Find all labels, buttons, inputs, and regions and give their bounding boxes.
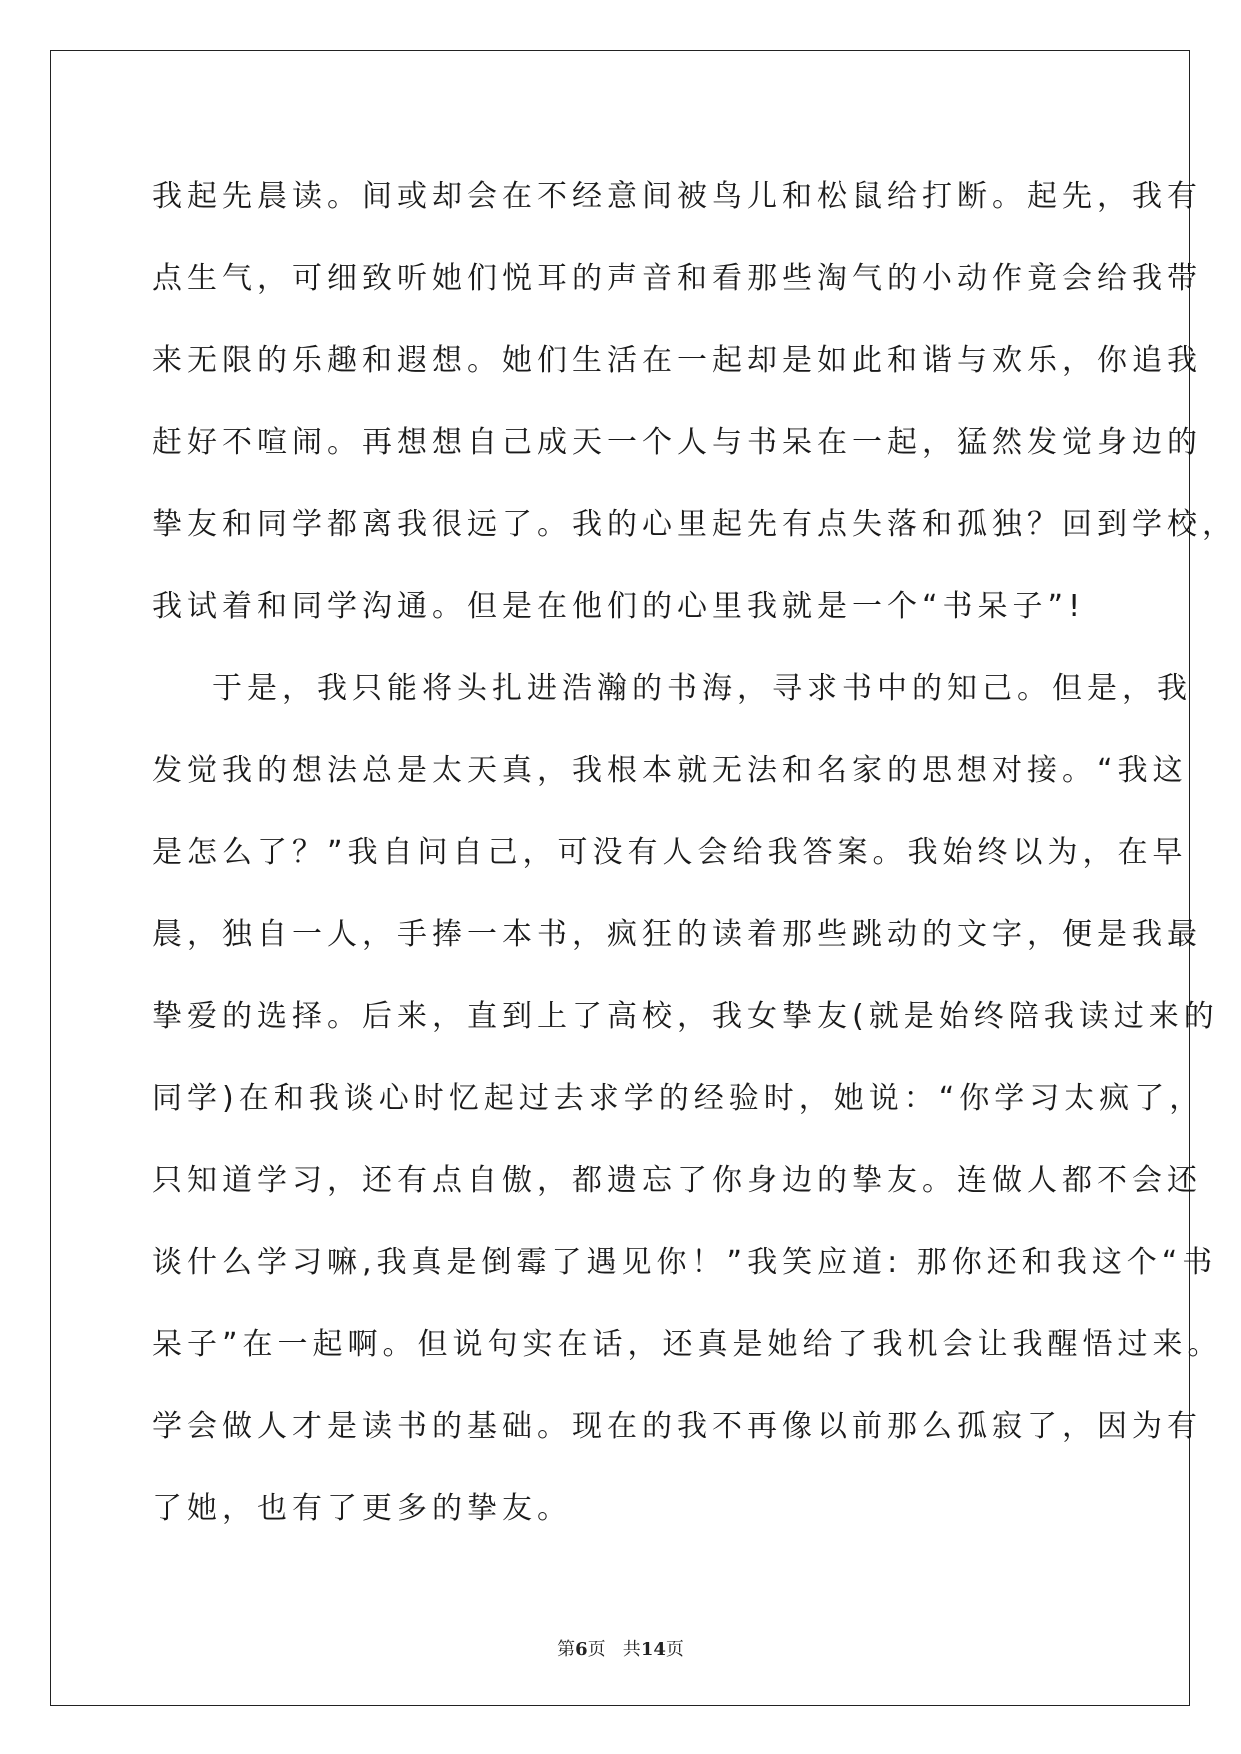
text-line: 赶好不喧闹。再想想自己成天一个人与书呆在一起，猛然发觉身边的	[152, 425, 1202, 460]
text-line: 来无限的乐趣和遐想。她们生活在一起却是如此和谐与欢乐，你追我	[152, 343, 1202, 378]
text-line: 我试着和同学沟通。但是在他们的心里我就是一个“书呆子”!	[152, 589, 1086, 624]
text-line: 学会做人才是读书的基础。现在的我不再像以前那么孤寂了，因为有	[152, 1409, 1202, 1444]
current-page-number: 6	[575, 1639, 588, 1660]
document-body	[152, 156, 1237, 1550]
text-line: 发觉我的想法总是太天真，我根本就无法和名家的思想对接。“我这	[152, 753, 1188, 788]
text-line: 晨，独自一人，手捧一本书，疯狂的读着那些跳动的文字，便是我最	[152, 917, 1202, 952]
text-line: 是怎么了？”我自问自己，可没有人会给我答案。我始终以为，在早	[152, 835, 1188, 870]
text-line: 谈什么学习嘛,我真是倒霉了遇见你！”我笑应道: 那你还和我这个“书	[152, 1245, 1218, 1280]
text-line: 呆子”在一起啊。但说句实在话，还真是她给了我机会让我醒悟过来。	[152, 1327, 1223, 1362]
text-line: 了她，也有了更多的挚友。	[152, 1491, 572, 1526]
footer-middle: 页 共	[587, 1639, 641, 1660]
text-line: 挚爱的选择。后来，直到上了高校，我女挚友(就是始终陪我读过来的	[152, 999, 1219, 1034]
paragraph-start-line: 于是，我只能将头扎进浩瀚的书海，寻求书中的知己。但是，我	[212, 671, 1192, 706]
page-number-footer	[0, 1635, 1241, 1661]
footer-prefix: 第	[557, 1639, 576, 1660]
text-line: 我起先晨读。间或却会在不经意间被鸟儿和松鼠给打断。起先，我有	[152, 179, 1202, 214]
text-line: 只知道学习，还有点自傲，都遗忘了你身边的挚友。连做人都不会还	[152, 1163, 1202, 1198]
footer-suffix: 页	[665, 1639, 684, 1660]
text-line: 挚友和同学都离我很远了。我的心里起先有点失落和孤独？回到学校，	[152, 507, 1237, 542]
text-line: 同学)在和我谈心时忆起过去求学的经验时，她说：“你学习太疯了，	[152, 1081, 1205, 1116]
text-line: 点生气，可细致听她们悦耳的声音和看那些淘气的小动作竟会给我带	[152, 261, 1202, 296]
total-page-count: 14	[640, 1639, 666, 1660]
